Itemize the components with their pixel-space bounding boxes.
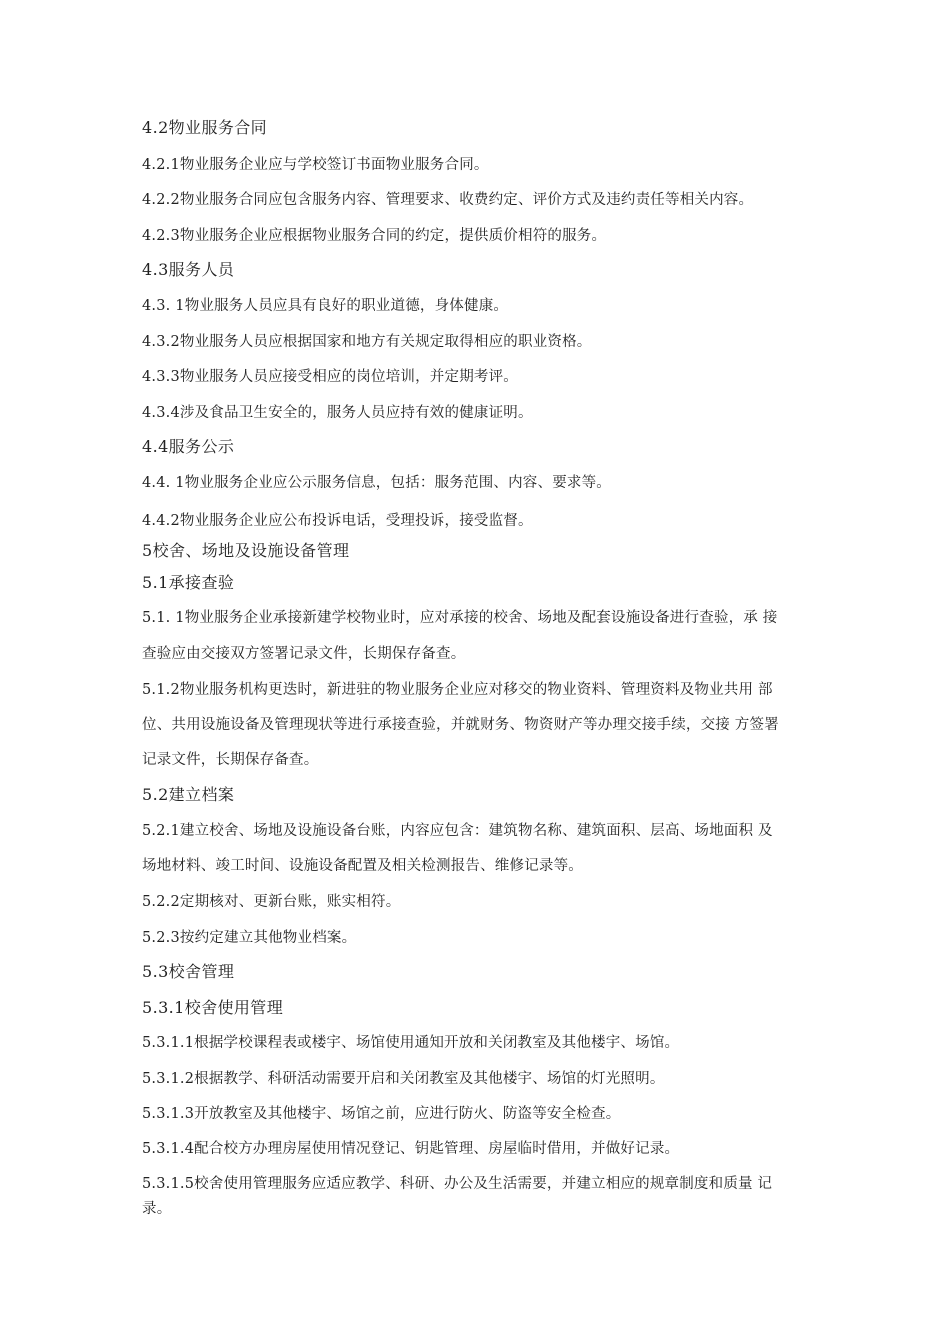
paragraph-5-3-1-3: 5.3.1.3开放教室及其他楼宇、场馆之前，应进行防火、防盗等安全检查。 xyxy=(142,1106,621,1122)
paragraph-5-1-2-line-1: 5.1.2物业服务机构更迭时，新进驻的物业服务企业应对移交的物业资料、管理资料及物业共用 部 xyxy=(142,682,773,698)
section-heading-5-3: 5.3校舍管理 xyxy=(142,962,235,981)
paragraph-5-2-1-line-2: 场地材料、竣工时间、设施设备配置及相关检测报告、维修记录等。 xyxy=(142,858,583,874)
paragraph-5-1-1-line-2: 查验应由交接双方签署记录文件，长期保存备查。 xyxy=(142,646,466,662)
paragraph-5-2-1-line-1: 5.2.1建立校舍、场地及设施设备台账，内容应包含：建筑物名称、建筑面积、层高、场地面积 及 xyxy=(142,823,773,839)
subsection-heading-5-3-1: 5.3.1校舍使用管理 xyxy=(142,998,284,1017)
paragraph-4-2-2: 4.2.2物业服务合同应包含服务内容、管理要求、收费约定、评价方式及违约责任等相关内容。 xyxy=(142,192,754,208)
paragraph-5-3-1-5-line-1: 5.3.1.5校舍使用管理服务应适应教学、科研、办公及生活需要，并建立相应的规章制度和质量 记 xyxy=(142,1176,773,1192)
paragraph-4-3-4: 4.3.4涉及食品卫生安全的，服务人员应持有效的健康证明。 xyxy=(142,405,533,421)
chapter-heading-5: 5校舍、场地及设施设备管理 xyxy=(142,541,350,560)
paragraph-4-4-2: 4.4.2物业服务企业应公布投诉电话，受理投诉，接受监督。 xyxy=(142,513,533,529)
paragraph-4-2-1: 4.2.1物业服务企业应与学校签订书面物业服务合同。 xyxy=(142,157,489,173)
section-heading-4-2: 4.2物业服务合同 xyxy=(142,118,268,137)
paragraph-5-3-1-1: 5.3.1.1根据学校课程表或楼宇、场馆使用通知开放和关闭教室及其他楼宇、场馆。 xyxy=(142,1035,680,1051)
section-heading-5-2: 5.2建立档案 xyxy=(142,785,235,804)
paragraph-4-2-3: 4.2.3物业服务企业应根据物业服务合同的约定，提供质价相符的服务。 xyxy=(142,228,607,244)
paragraph-4-3-2: 4.3.2物业服务人员应根据国家和地方有关规定取得相应的职业资格。 xyxy=(142,334,592,350)
paragraph-5-2-2: 5.2.2定期核对、更新台账，账实相符。 xyxy=(142,894,401,910)
paragraph-5-2-3: 5.2.3按约定建立其他物业档案。 xyxy=(142,930,357,946)
paragraph-5-3-1-2: 5.3.1.2根据教学、科研活动需要开启和关闭教室及其他楼宇、场馆的灯光照明。 xyxy=(142,1071,665,1087)
paragraph-5-1-2-line-2: 位、共用设施设备及管理现状等进行承接查验，并就财务、物资财产等办理交接手续，交接 方签署 xyxy=(142,717,779,733)
paragraph-4-3-1: 4.3. 1物业服务人员应具有良好的职业道德，身体健康。 xyxy=(142,298,509,314)
paragraph-5-1-1-line-1: 5.1. 1物业服务企业承接新建学校物业时，应对承接的校舍、场地及配套设施设备进行查验，承 接 xyxy=(142,610,778,626)
paragraph-5-3-1-4: 5.3.1.4配合校方办理房屋使用情况登记、钥匙管理、房屋临时借用，并做好记录。 xyxy=(142,1141,680,1157)
section-heading-4-4: 4.4服务公示 xyxy=(142,437,235,456)
paragraph-5-1-2-line-3: 记录文件，长期保存备查。 xyxy=(142,752,319,768)
section-heading-5-1: 5.1承接查验 xyxy=(142,573,235,592)
paragraph-4-4-1: 4.4. 1物业服务企业应公示服务信息，包括：服务范围、内容、要求等。 xyxy=(142,475,612,491)
paragraph-4-3-3: 4.3.3物业服务人员应接受相应的岗位培训，并定期考评。 xyxy=(142,369,518,385)
paragraph-5-3-1-5-line-2: 录。 xyxy=(142,1201,172,1217)
section-heading-4-3: 4.3服务人员 xyxy=(142,260,235,279)
